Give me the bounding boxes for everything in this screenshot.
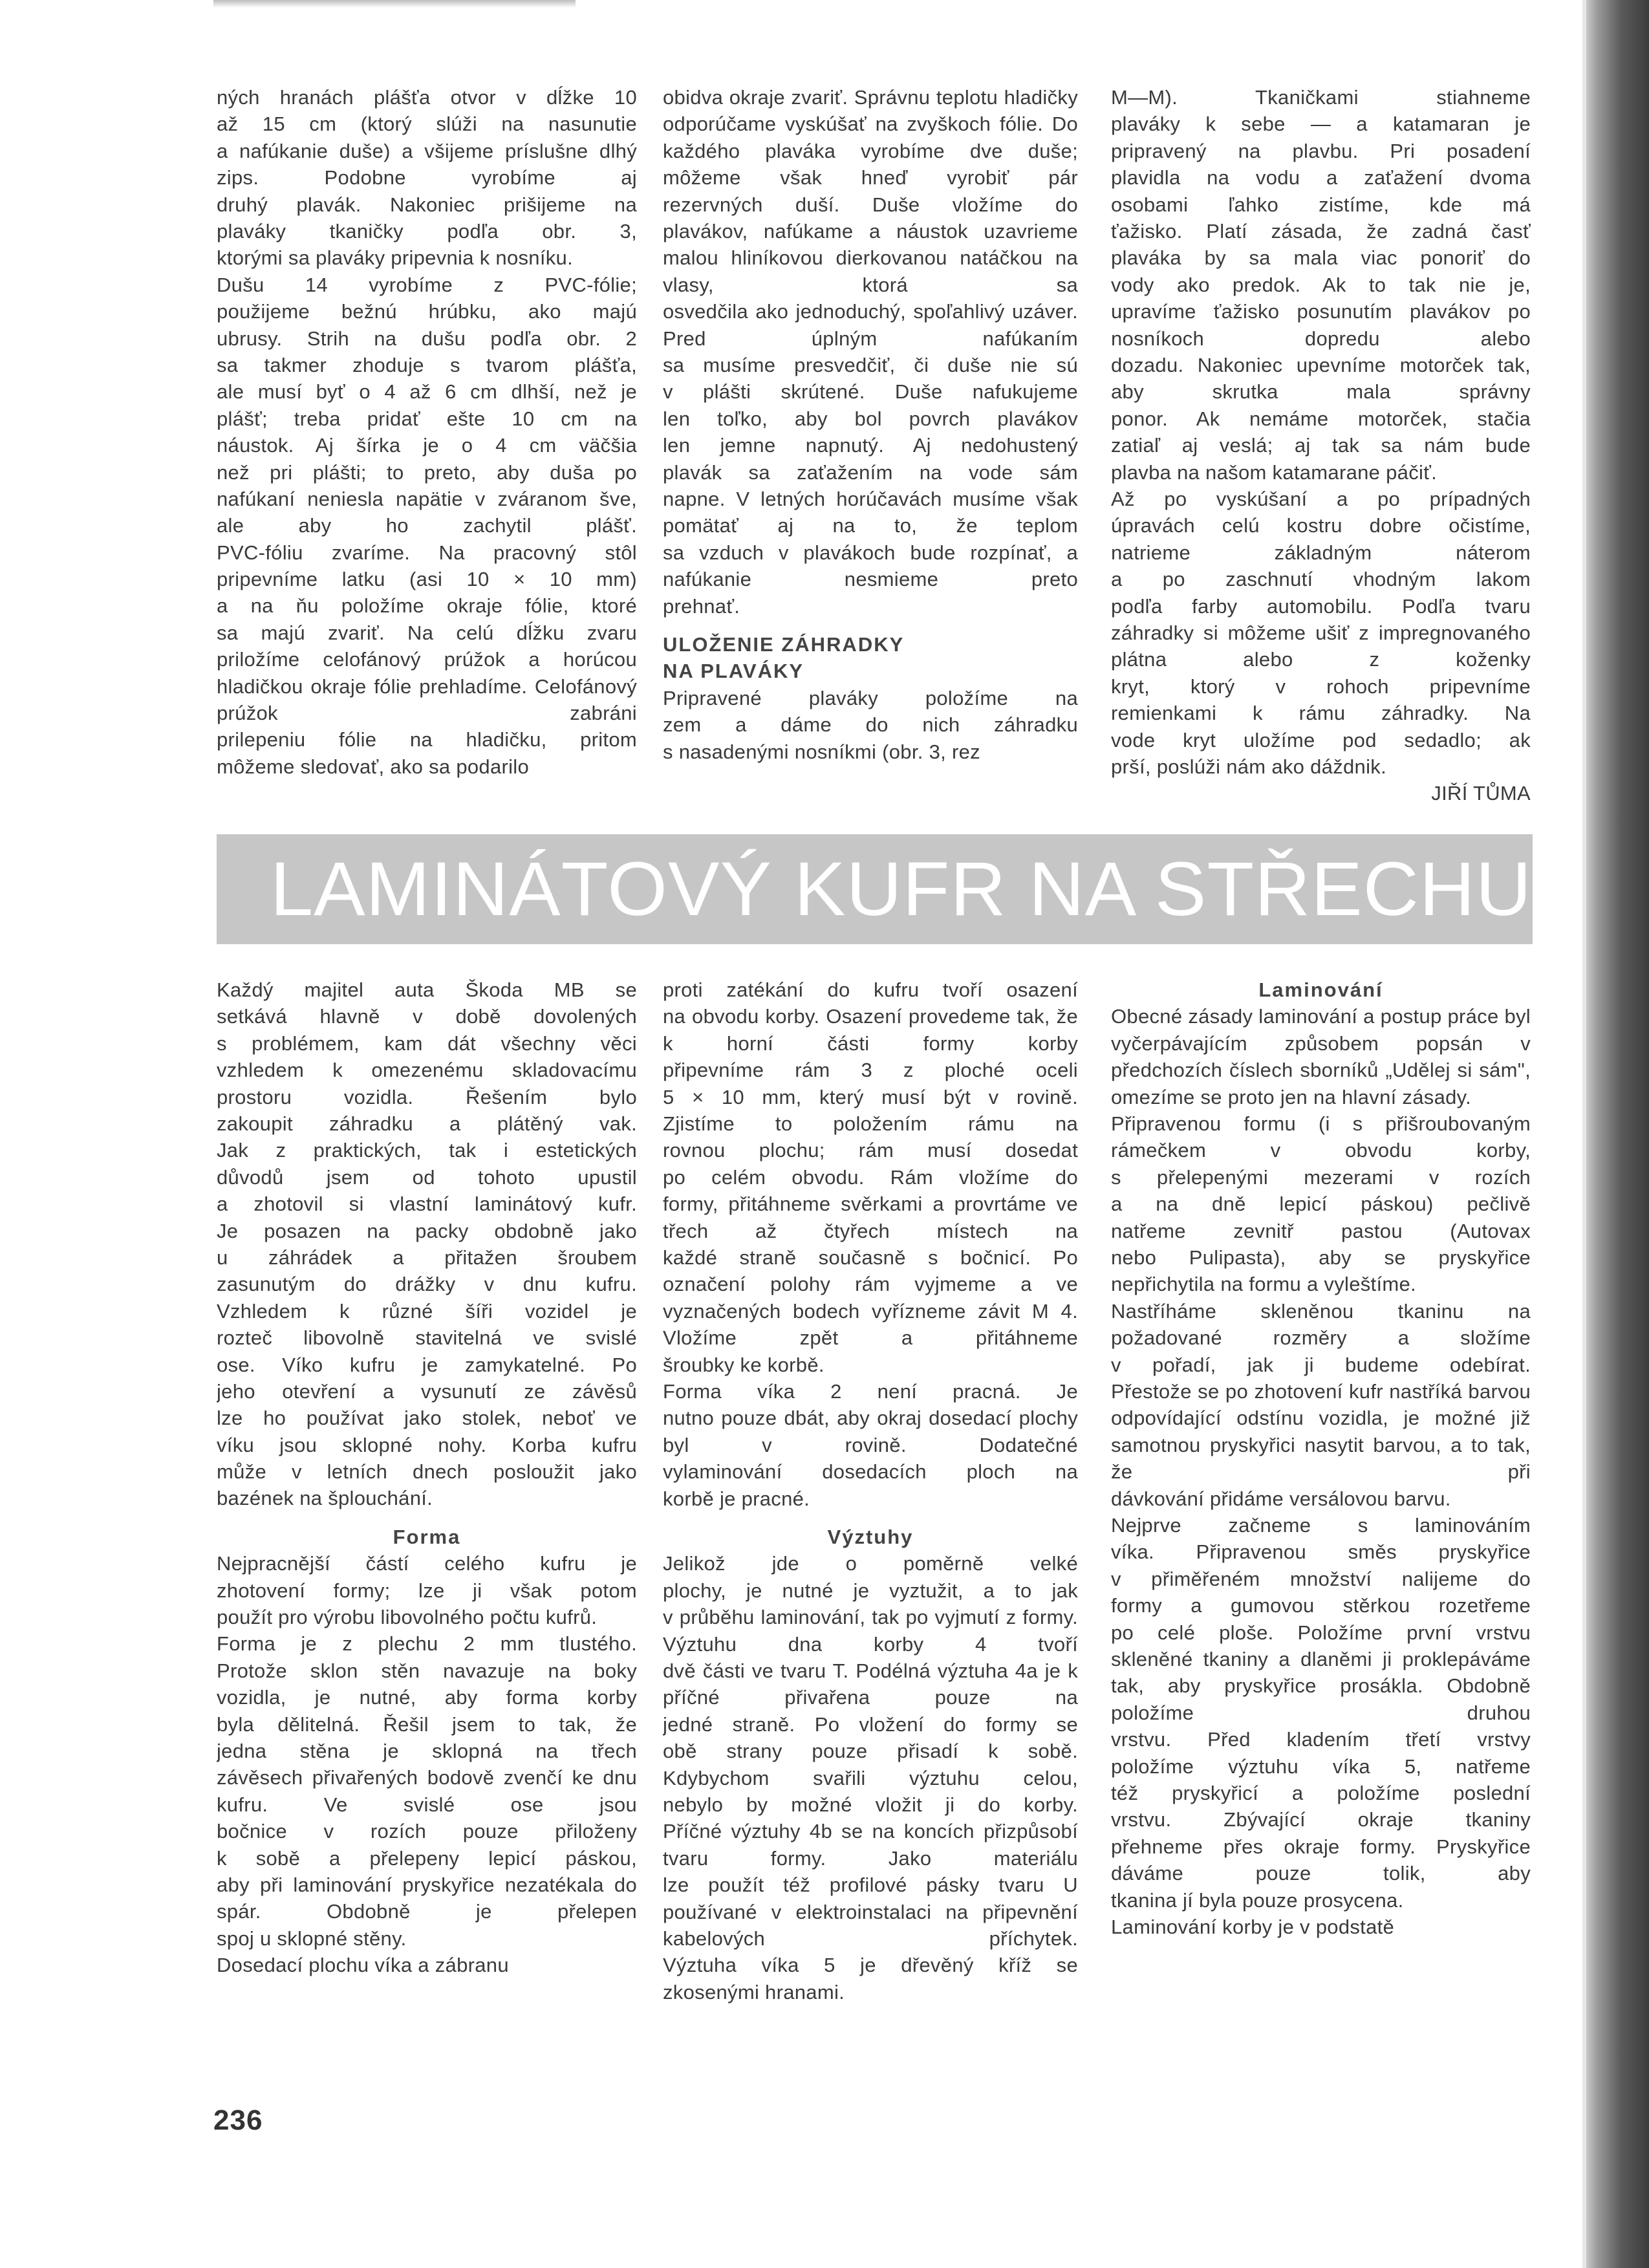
text-line: v pořadí, jak ji budeme odebírat. bbox=[1111, 1353, 1531, 1376]
text-line: plavákov, nafúkame a náustok uzavrieme malou hliníkovou dierkovanou natáčkou na vlasy, ktorá sa bbox=[663, 220, 1078, 296]
paragraph-start-line: Dušu 14 vyrobíme z PVC-fólie; bbox=[217, 273, 637, 296]
article-title: LAMINÁTOVÝ KUFR NA STŘECHU bbox=[270, 847, 1532, 932]
page-number: 236 bbox=[213, 2104, 263, 2136]
text-line: než pri plášti; to preto, aby duša po bbox=[217, 460, 637, 484]
text-line: záhradky si môžeme ušiť z impregnovaného plátna alebo z koženky bbox=[1111, 621, 1531, 671]
text-line: Přestože se po zhotovení kufr nastříká barvou odpovídající odstínu vozidla, je možné již samotnou pryskyřici nasytit barvou, a to tak, že při bbox=[1111, 1379, 1531, 1484]
text-line: nepřichytila na formu a vyleštíme. bbox=[1111, 1273, 1416, 1296]
text-line: zkosenými hranami. bbox=[663, 1980, 845, 2003]
text-line: napne. V letných horúčavách musíme však pomätať aj na to, že teplom bbox=[663, 487, 1078, 537]
text-line: plavidla na vodu a zaťažení dvoma bbox=[1111, 166, 1531, 189]
text-line: dávkování přidáme versálovou barvu. bbox=[1111, 1487, 1451, 1510]
text-line: vrstvu. Zbývající okraje tkaniny bbox=[1111, 1808, 1531, 1831]
text-line: Každý majitel auta Škoda MB se bbox=[217, 978, 637, 1001]
text-line: Až po vyskúšaní a po prípadných bbox=[1111, 487, 1531, 510]
text-line: používané v elektroinstalaci na připevnění kabelových příchytek. bbox=[663, 1900, 1078, 1950]
text-line: na obvodu korby. Osazení provedeme tak, že k horní části formy korby bbox=[663, 1005, 1078, 1055]
text-line: prehnať. bbox=[663, 594, 740, 618]
text-line: Výztuha víka 5 je dřevěný kříž se bbox=[663, 1954, 1078, 1977]
text-line: zem a dáme do nich záhradku bbox=[663, 713, 1078, 737]
text-line: byla dělitelná. Řešil jsem to tak, že bbox=[217, 1712, 637, 1736]
bottom-article-column-2 bbox=[663, 977, 1078, 2005]
text-line: Nejpracnější částí celého kufru je bbox=[217, 1552, 637, 1575]
text-line: použijeme bežnú hrúbku, ako majú bbox=[217, 300, 637, 323]
text-line: Nejprve začneme s laminováním bbox=[1111, 1513, 1531, 1537]
text-line: Jelikož jde o poměrně velké bbox=[663, 1552, 1078, 1575]
text-line: po celém obvodu. Rám vložíme do bbox=[663, 1165, 1078, 1189]
text-line: plaváky tkaničky podľa obr. 3, bbox=[217, 219, 637, 243]
text-line: nebo Pulipasta), aby se pryskyřice bbox=[1111, 1246, 1531, 1269]
text-line: prší, poslúži nám ako dáždnik. bbox=[1111, 755, 1386, 778]
text-line: s nasadenými nosníkmi (obr. 3, rez bbox=[663, 740, 980, 763]
text-line: upravíme ťažisko posunutím plavákov po nosníkoch dopredu alebo bbox=[1111, 300, 1531, 350]
text-line: priložíme celofánový prúžok a horúcou hladičkou okraje fólie prehladíme. Celofánový prúžok zabráni bbox=[217, 648, 637, 725]
text-line: vylaminování dosedacích ploch na bbox=[663, 1460, 1078, 1484]
text-line: dozadu. Nakoniec upevníme motorček tak, aby skrutka mala správny bbox=[1111, 353, 1531, 404]
text-line: Vzhledem k různé šíři vozidel je bbox=[217, 1299, 637, 1323]
text-line: závěsech přivařených bodově zvenčí ke dnu kufru. Ve svislé ose jsou bbox=[217, 1766, 637, 1816]
text-line: plaváka by sa mala viac ponoriť do bbox=[1111, 246, 1531, 270]
text-line: rozteč libovolně stavitelná ve svislé bbox=[217, 1326, 637, 1350]
bottom-article-column-3 bbox=[1111, 977, 1531, 1940]
text-line: Nastříháme skleněnou tkaninu na bbox=[1111, 1299, 1531, 1323]
text-line: osobami ľahko zistíme, kde má bbox=[1111, 193, 1531, 216]
text-line: remienkami k rámu záhradky. Na bbox=[1111, 702, 1531, 725]
text-line: aby při laminování pryskyřice nezatékala do spár. Obdobně je přelepen bbox=[217, 1873, 637, 1923]
text-line: osvedčila ako jednoduchý, spoľahlivý uzáver. Pred úplným nafúkaním bbox=[663, 300, 1078, 350]
bottom-article-column-1 bbox=[217, 977, 637, 1979]
text-line: v plášti skrútené. Duše nafukujeme bbox=[663, 380, 1078, 404]
text-line: vzhledem k omezenému skladovacímu prostoru vozidla. Řešením bylo bbox=[217, 1059, 637, 1108]
text-line: použít pro výrobu libovolného počtu kufrů. bbox=[217, 1606, 598, 1629]
text-line: pripevníme latku (asi 10 × 10 mm) bbox=[217, 568, 637, 591]
text-line: též pryskyřicí a položíme poslední bbox=[1111, 1781, 1531, 1804]
section-heading: NA PLAVÁKY bbox=[663, 660, 804, 683]
top-article-column-2 bbox=[663, 84, 1078, 765]
text-line: vrstvu. Před kladením třetí vrstvy bbox=[1111, 1728, 1531, 1751]
text-line: lze ho používat jako stolek, neboť ve bbox=[217, 1407, 637, 1430]
section-heading: Výztuhy bbox=[827, 1525, 914, 1548]
text-line: natřeme zevnitř pastou (Autovax bbox=[1111, 1219, 1531, 1242]
text-line: kryt, ktorý v rohoch pripevníme bbox=[1111, 675, 1531, 698]
paragraph-gap bbox=[217, 1512, 637, 1524]
text-line: u záhrádek a přitažen šroubem bbox=[217, 1246, 637, 1269]
article-title-banner bbox=[217, 834, 1533, 944]
text-line: Forma je z plechu 2 mm tlustého. bbox=[217, 1632, 637, 1656]
book-binding-edge bbox=[1586, 0, 1649, 2268]
text-line: Kdybychom svařili výztuhu celou, bbox=[663, 1766, 1078, 1789]
text-line: vyznačených bodech vyřízneme závit M 4. Vložíme zpět a přitáhneme bbox=[663, 1299, 1078, 1350]
text-line: a zhotovil si vlastní laminátový kufr. bbox=[217, 1193, 637, 1216]
paragraph-gap bbox=[663, 1512, 1078, 1524]
section-heading: ULOŽENIE ZÁHRADKY bbox=[663, 633, 905, 656]
text-line: plaváky k sebe — a katamaran je bbox=[1111, 113, 1531, 136]
text-line: Jak z praktických, tak i estetických bbox=[217, 1139, 637, 1162]
text-line: Zjistíme to položením rámu na bbox=[663, 1112, 1078, 1135]
text-line: přehneme přes okraje formy. Pryskyřice dáváme pouze tolik, aby bbox=[1111, 1835, 1531, 1885]
text-line: připevníme rám 3 z ploché oceli bbox=[663, 1059, 1078, 1082]
text-line: sa vzduch v plavákoch bude rozpínať, a nafúkanie nesmieme preto bbox=[663, 541, 1078, 591]
text-line: jedna stěna je sklopná na třech bbox=[217, 1739, 637, 1762]
text-line: s přelepenými mezerami v rozích bbox=[1111, 1165, 1531, 1189]
text-line: obidva okraje zvariť. Správnu teplotu hladičky odporúčame vyskúšať na zvyškoch fólie. Do každého plaváka vyrobíme dve duše; bbox=[663, 86, 1078, 162]
text-line: vozidla, je nutné, aby forma korby bbox=[217, 1686, 637, 1709]
text-line: ponor. Ak nemáme motorček, stačia bbox=[1111, 407, 1531, 430]
text-line: formy a gumovou stěrkou rozetřeme bbox=[1111, 1594, 1531, 1617]
text-line: ose. Víko kufru je zamykatelné. Po bbox=[217, 1353, 637, 1376]
text-line: úpravách celú kostru dobre očistíme, natrieme základným náterom bbox=[1111, 514, 1531, 564]
text-line: korbě je pracné. bbox=[663, 1487, 810, 1510]
text-line: po celé ploše. Položíme první vrstvu bbox=[1111, 1621, 1531, 1644]
text-line: a na dně lepicí páskou) pečlivě bbox=[1111, 1193, 1531, 1216]
text-line: Dosedací plochu víka a zábranu bbox=[217, 1954, 509, 1977]
text-line: plavák sa zaťažením na vode sám bbox=[663, 460, 1078, 484]
text-line: položíme výztuhu víka 5, natřeme bbox=[1111, 1755, 1531, 1778]
text-line: zatiaľ aj veslá; aj tak sa nám bude bbox=[1111, 434, 1531, 457]
top-article-column-1 bbox=[217, 84, 637, 780]
text-line: a nafúkanie duše) a všijeme príslušne dlhý zips. Podobne vyrobíme aj bbox=[217, 139, 637, 189]
text-line: zasunutým do drážky v dnu kufru. bbox=[217, 1273, 637, 1296]
text-line: důvodů jsem od tohoto upustil bbox=[217, 1165, 637, 1189]
text-line: ale musí byť o 4 až 6 cm dlhší, než je bbox=[217, 380, 637, 404]
text-line: Protože sklon stěn navazuje na boky bbox=[217, 1659, 637, 1682]
text-line: sa takmer zhoduje s tvarom plášťa, bbox=[217, 353, 637, 376]
text-line: nebylo by možné vložit ji do korby. bbox=[663, 1793, 1078, 1816]
text-line: len toľko, aby bol povrch plavákov bbox=[663, 407, 1078, 430]
paragraph-gap bbox=[663, 620, 1078, 631]
text-line: plavba na našom katamarane páčiť. bbox=[1111, 460, 1438, 484]
text-line: druhý plavák. Nakoniec prišijeme na bbox=[217, 193, 637, 216]
text-line: Připravenou formu (i s přišroubovaným rámečkem v obvodu korby, bbox=[1111, 1112, 1531, 1162]
section-heading: Forma bbox=[393, 1525, 461, 1548]
text-line: může v letních dnech posloužit jako bbox=[217, 1460, 637, 1484]
text-line: jeho otevření a vysunutí ze závěsů bbox=[217, 1379, 637, 1403]
text-line: PVC-fóliu zvaríme. Na pracovný stôl bbox=[217, 541, 637, 564]
text-line: formy, přitáhneme svěrkami a provrtáme ve třech až čtyřech místech na bbox=[663, 1193, 1078, 1242]
text-line: víku jsou sklopné nohy. Korba kufru bbox=[217, 1433, 637, 1456]
text-line: jedné straně. Po vložení do formy se bbox=[663, 1712, 1078, 1736]
text-line: vode kryt uložíme pod sedadlo; ak bbox=[1111, 728, 1531, 751]
text-line: pripravený na plavbu. Pri posadení bbox=[1111, 139, 1531, 162]
text-line: šroubky ke korbě. bbox=[663, 1353, 824, 1376]
text-line: ťažisko. Platí zásada, že zadná časť bbox=[1111, 219, 1531, 243]
text-line: požadované rozměry a složíme bbox=[1111, 1326, 1531, 1350]
text-line: nutno pouze dbát, aby okraj dosedací plochy byl v rovině. Dodatečné bbox=[663, 1407, 1078, 1456]
text-line: Forma víka 2 není pracná. Je bbox=[663, 1379, 1078, 1403]
text-line: ktorými sa plaváky pripevnia k nosníku. bbox=[217, 246, 573, 270]
text-line: sa musíme presvedčiť, či duše nie sú bbox=[663, 354, 1078, 377]
scan-smudge bbox=[213, 0, 576, 8]
text-line: označení polohy rám vyjmeme a ve bbox=[663, 1273, 1078, 1296]
text-line: Příčné výztuhy 4b se na koncích přizpůsobí tvaru formy. Jako materiálu bbox=[663, 1820, 1078, 1870]
text-line: až 15 cm (ktorý slúži na nasunutie bbox=[217, 113, 637, 136]
text-line: Pripravené plaváky položíme na bbox=[663, 686, 1078, 709]
text-line: 5 × 10 mm, který musí být v rovině. bbox=[663, 1085, 1078, 1108]
author-signature: JIŘÍ TŮMA bbox=[1431, 782, 1531, 805]
text-line: tkanina jí byla pouze prosycena. bbox=[1111, 1888, 1404, 1912]
text-line: s problémem, kam dát všechny věci bbox=[217, 1031, 637, 1055]
top-article-column-3 bbox=[1111, 84, 1531, 807]
text-line: a po zaschnutí vhodným lakom bbox=[1111, 568, 1531, 591]
text-line: sa majú zvariť. Na celú dĺžku zvaru bbox=[217, 621, 637, 644]
text-line: Obecné zásady laminování a postup práce byl vyčerpávajícím způsobem popsán v předchozích číslech sborníků „Udělej si sám", bbox=[1111, 1005, 1531, 1082]
text-line: rovnou plochu; rám musí dosedat bbox=[663, 1139, 1078, 1162]
text-line: obě strany pouze přisadí k sobě. bbox=[663, 1740, 1078, 1763]
text-line: ných hranách plášťa otvor v dĺžke 10 bbox=[217, 86, 637, 109]
text-line: Laminování korby je v podstatě bbox=[1111, 1915, 1395, 1938]
text-line: dvě části ve tvaru T. Podélná výztuha 4a je k příčné přivařena pouze na bbox=[663, 1659, 1078, 1709]
text-line: vody ako predok. Ak to tak nie je, bbox=[1111, 273, 1531, 296]
text-line: bazének na šplouchání. bbox=[217, 1487, 433, 1510]
text-line: každé straně současně s bočnicí. Po bbox=[663, 1246, 1078, 1269]
text-line: setkává hlavně v době dovolených bbox=[217, 1005, 637, 1028]
text-line: proti zatékání do kufru tvoří osazení bbox=[663, 978, 1078, 1001]
text-line: náustok. Aj šírka je o 4 cm väčšia bbox=[217, 434, 637, 457]
text-line: spoj u sklopné stěny. bbox=[217, 1927, 407, 1950]
section-heading: Laminování bbox=[1258, 978, 1383, 1001]
text-line: skleněné tkaniny a dlaněmi ji proklepáváme tak, aby pryskyřice prosákla. Obdobně položíme druhou bbox=[1111, 1647, 1531, 1724]
text-line: v přiměřeném množství nalijeme do bbox=[1111, 1567, 1531, 1590]
text-line: lze použít též profilové pásky tvaru U bbox=[663, 1874, 1078, 1897]
text-line: len jemne napnutý. Aj nedohustený bbox=[663, 434, 1078, 457]
text-line: plášť; treba pridať ešte 10 cm na bbox=[217, 407, 637, 430]
text-line: k sobě a přelepeny lepicí páskou, bbox=[217, 1846, 637, 1870]
text-line: M—M). Tkaničkami stiahneme bbox=[1111, 86, 1531, 109]
text-line: prilepeniu fólie na hladičku, pritom bbox=[217, 728, 637, 751]
text-line: víka. Připravenou směs pryskyřice bbox=[1111, 1540, 1531, 1564]
text-line: Je posazen na packy obdobně jako bbox=[217, 1219, 637, 1242]
text-line: omezíme se proto jen na hlavní zásady. bbox=[1111, 1085, 1472, 1108]
text-line: môžeme však hneď vyrobiť pár bbox=[663, 166, 1078, 189]
text-line: bočnice v rozích pouze přiloženy bbox=[217, 1820, 637, 1843]
text-line: ubrusy. Strih na dušu podľa obr. 2 bbox=[217, 327, 637, 350]
text-line: rezervných duší. Duše vložíme do bbox=[663, 193, 1078, 216]
text-line: a na ňu položíme okraje fólie, ktoré bbox=[217, 594, 637, 618]
text-line: zakoupit záhradku a plátěný vak. bbox=[217, 1112, 637, 1135]
text-line: nafúkaní neniesla napätie v zváranom šve, ale aby ho zachytil plášť. bbox=[217, 487, 637, 537]
text-line: môžeme sledovať, ako sa podarilo bbox=[217, 755, 530, 778]
text-line: v průběhu laminování, tak po vyjmutí z formy. Výztuhu dna korby 4 tvoří bbox=[663, 1606, 1078, 1656]
text-line: zhotovení formy; lze ji však potom bbox=[217, 1579, 637, 1602]
text-line: plochy, je nutné je vyztužit, a to jak bbox=[663, 1579, 1078, 1602]
text-line: podľa farby automobilu. Podľa tvaru bbox=[1111, 594, 1531, 618]
